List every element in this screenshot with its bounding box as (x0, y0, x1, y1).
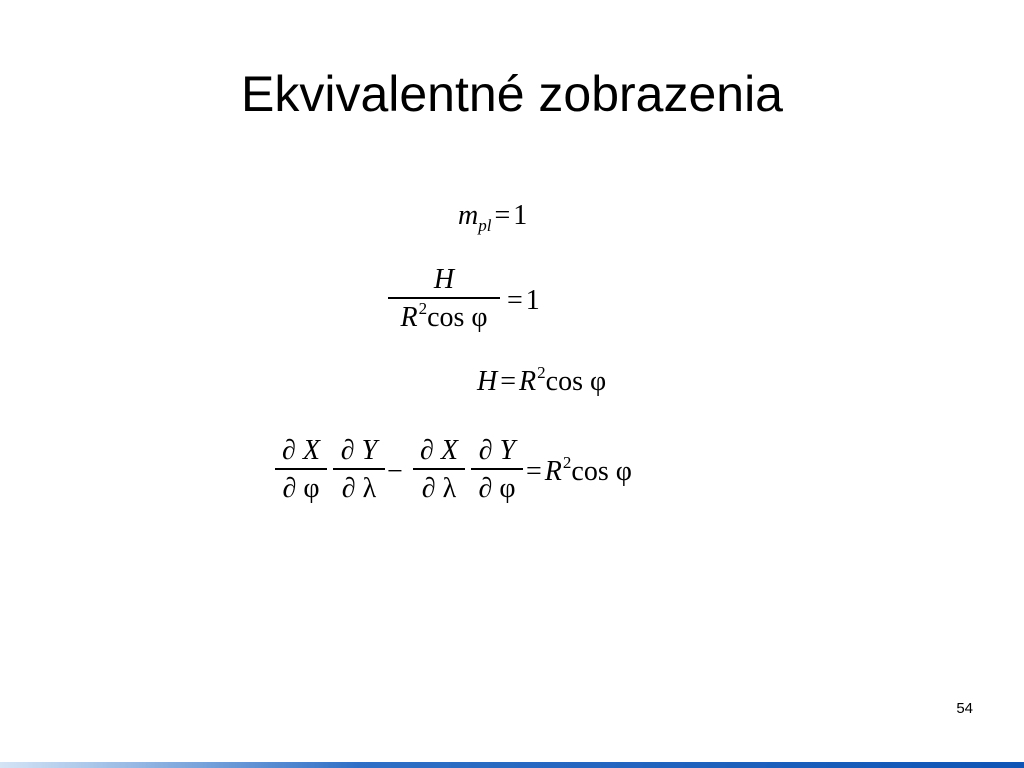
eq1-sub: pl (478, 216, 492, 235)
eq4-minus: − (387, 456, 403, 487)
equation-ratio (388, 265, 558, 345)
eq2-rhs-group (504, 285, 540, 317)
eq4-fraction-4: ∂ Y ∂ φ (471, 436, 523, 504)
eq3-lhs: H (477, 366, 498, 397)
eq2-equals: = (507, 285, 523, 316)
eq3-rest: cos φ (545, 366, 607, 397)
footer-accent-line (0, 762, 1024, 768)
eq2-denominator: $R^2\cos$ φ (400, 298, 488, 333)
eq2-fraction (388, 265, 500, 336)
slide-title: Ekvivalentné zobrazenia (241, 66, 783, 122)
equation-h (477, 363, 607, 398)
equation-scale-factor (458, 200, 528, 235)
eq3-equals: = (500, 366, 517, 397)
eq4-fraction-3: ∂ X ∂ λ (413, 436, 465, 504)
equation-jacobian (275, 436, 675, 516)
eq4-fraction-2: ∂ Y ∂ λ (333, 436, 385, 504)
eq1-rhs: 1 (513, 200, 528, 231)
eq1-var: m (458, 200, 479, 231)
eq3-sup: 2 (537, 363, 546, 382)
eq2-numerator: H (433, 264, 455, 295)
eq4-fraction-1: ∂ X ∂ φ (275, 436, 327, 504)
page-number: 54 (956, 700, 973, 717)
eq3-var: R (519, 366, 537, 397)
eq2-rhs: 1 (525, 285, 540, 316)
eq1-equals: = (494, 200, 511, 231)
eq4-rhs-group: = $R^2\cos$ φ (526, 453, 632, 487)
eq2-fraction-bar (388, 297, 500, 299)
